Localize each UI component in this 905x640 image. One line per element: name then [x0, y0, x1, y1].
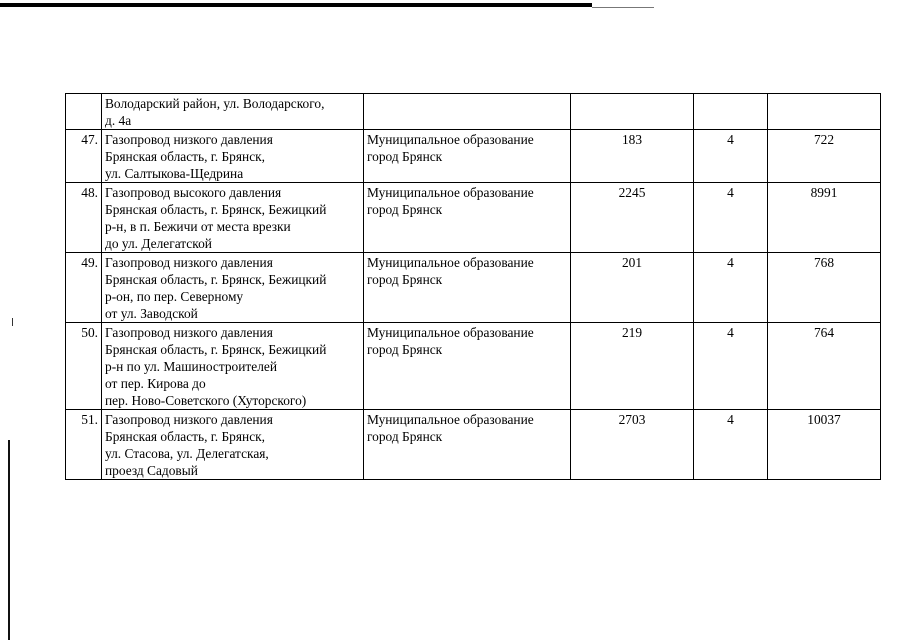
category-value: 4: [694, 323, 768, 410]
cost-value: 722: [768, 130, 881, 183]
scan-edge-mark: [12, 318, 13, 326]
owner: [364, 94, 571, 130]
category-value: 4: [694, 253, 768, 323]
table-row: [66, 94, 881, 130]
table-row: [66, 183, 881, 253]
length-value: 183: [571, 130, 694, 183]
owner: Муниципальное образование город Брянск: [364, 410, 571, 480]
category-value: 4: [694, 130, 768, 183]
row-number: 48.: [66, 183, 102, 253]
top-rule: [0, 3, 592, 7]
owner: Муниципальное образование город Брянск: [364, 253, 571, 323]
owner: Муниципальное образование город Брянск: [364, 130, 571, 183]
object-name: Газопровод низкого давления Брянская область, г. Брянск, ул. Салтыкова-Щедрина: [102, 130, 364, 183]
row-number: 49.: [66, 253, 102, 323]
length-value: [571, 94, 694, 130]
cost-value: 10037: [768, 410, 881, 480]
owner: Муниципальное образование город Брянск: [364, 323, 571, 410]
category-value: 4: [694, 410, 768, 480]
object-name: Володарский район, ул. Володарского, д. 4а: [102, 94, 364, 130]
row-number: 47.: [66, 130, 102, 183]
table-row: [66, 253, 881, 323]
object-name: Газопровод низкого давления Брянская область, г. Брянск, Бежицкий р-н по ул. Машиностроителей от пер. Кирова до пер. Ново-Советского (Хуторского): [102, 323, 364, 410]
length-value: 219: [571, 323, 694, 410]
length-value: 201: [571, 253, 694, 323]
scan-binding-line: [8, 440, 10, 640]
row-number: [66, 94, 102, 130]
cost-value: [768, 94, 881, 130]
top-rule-tail: [592, 7, 654, 8]
category-value: 4: [694, 183, 768, 253]
cost-value: 764: [768, 323, 881, 410]
row-number: 51.: [66, 410, 102, 480]
object-name: Газопровод низкого давления Брянская область, г. Брянск, Бежицкий р-он, по пер. Северному от ул. Заводской: [102, 253, 364, 323]
object-name: Газопровод низкого давления Брянская область, г. Брянск, ул. Стасова, ул. Делегатская, проезд Садовый: [102, 410, 364, 480]
registry-table: [65, 93, 881, 480]
table-row: [66, 410, 881, 480]
length-value: 2245: [571, 183, 694, 253]
length-value: 2703: [571, 410, 694, 480]
owner: Муниципальное образование город Брянск: [364, 183, 571, 253]
row-number: 50.: [66, 323, 102, 410]
cost-value: 768: [768, 253, 881, 323]
object-name: Газопровод высокого давления Брянская область, г. Брянск, Бежицкий р-н, в п. Бежичи от места врезки до ул. Делегатской: [102, 183, 364, 253]
category-value: [694, 94, 768, 130]
cost-value: 8991: [768, 183, 881, 253]
table-row: [66, 130, 881, 183]
table-row: [66, 323, 881, 410]
